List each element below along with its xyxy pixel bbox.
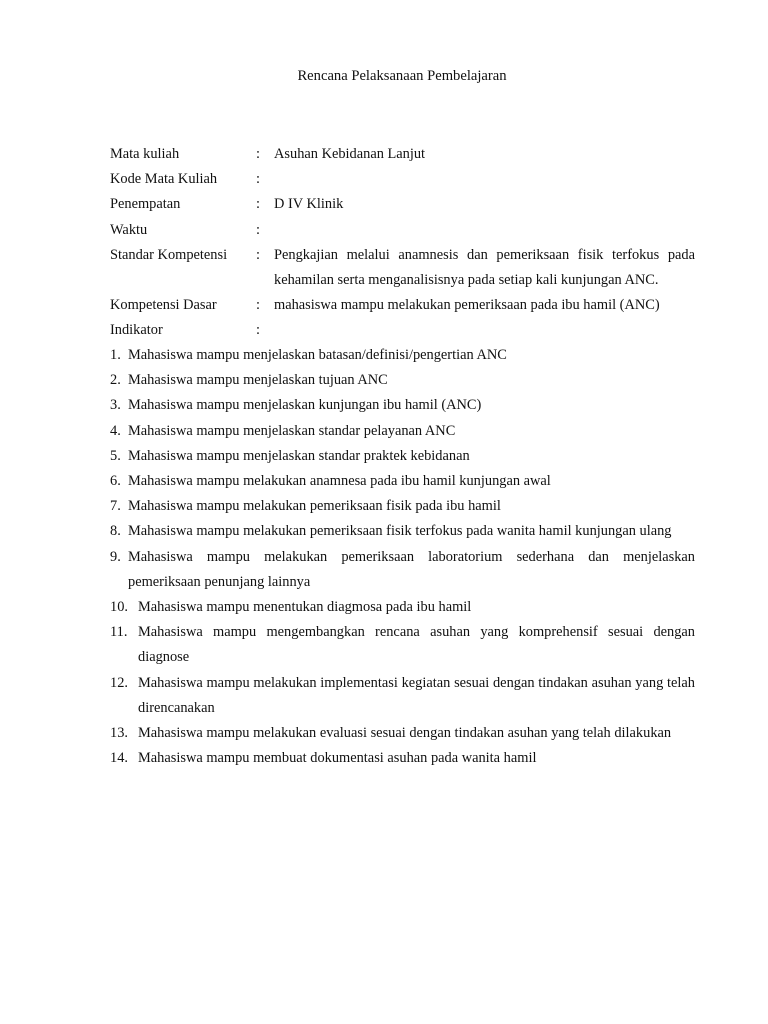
list-text: Mahasiswa mampu melakukan evaluasi sesuai dengan tindakan asuhan yang telah dilakukan bbox=[138, 725, 672, 742]
list-text: Mahasiswa mampu melakukan implementasi kegiatan sesuai dengan tindakan asuhan yang telah direncanakan bbox=[138, 674, 695, 716]
list-text: Mahasiswa mampu mengembangkan rencana asuhan yang komprehensif sesuai dengan diagnose bbox=[138, 624, 695, 666]
info-colon: : bbox=[256, 171, 260, 188]
info-value: D IV Klinik bbox=[274, 196, 344, 213]
info-label: Mata kuliah bbox=[110, 146, 180, 162]
list-item bbox=[110, 746, 695, 771]
list-text: Mahasiswa mampu menjelaskan batasan/definisi/pengertian ANC bbox=[128, 347, 507, 363]
info-value: mahasiswa mampu melakukan pemeriksaan pada ibu hamil (ANC) bbox=[274, 297, 660, 314]
info-row-penempatan bbox=[110, 192, 695, 217]
list-item bbox=[110, 343, 695, 368]
list-text: Mahasiswa mampu menjelaskan standar praktek kebidanan bbox=[128, 447, 470, 464]
info-colon: : bbox=[256, 146, 260, 162]
list-number: 5. bbox=[110, 447, 121, 464]
list-text: Mahasiswa mampu menjelaskan tujuan ANC bbox=[128, 372, 388, 389]
list-item bbox=[110, 494, 695, 519]
list-number: 13. bbox=[110, 725, 128, 742]
info-colon: : bbox=[256, 221, 260, 238]
info-value: Pengkajian melalui anamnesis dan pemeriksaan fisik terfokus pada kehamilan serta menganalisisnya pada setiap kali kunjungan ANC. bbox=[274, 246, 695, 289]
info-colon: : bbox=[256, 322, 260, 339]
info-colon: : bbox=[256, 297, 260, 314]
list-item bbox=[110, 671, 695, 721]
list-text: Mahasiswa mampu melakukan anamnesa pada ibu hamil kunjungan awal bbox=[128, 473, 551, 490]
info-value bbox=[274, 218, 695, 243]
list-item bbox=[110, 721, 695, 746]
list-text: Mahasiswa mampu menjelaskan kunjungan ibu hamil (ANC) bbox=[128, 397, 482, 414]
list-number: 8. bbox=[110, 523, 121, 540]
document-title: Rencana Pelaksanaan Pembelajaran bbox=[297, 68, 507, 84]
info-row-standar-kompetensi bbox=[110, 243, 695, 293]
info-value bbox=[274, 318, 695, 343]
info-value: Asuhan Kebidanan Lanjut bbox=[274, 146, 426, 162]
info-colon: : bbox=[256, 246, 260, 263]
indicator-list bbox=[110, 343, 695, 771]
list-item bbox=[110, 368, 695, 393]
list-number: 6. bbox=[110, 473, 121, 490]
info-label: Kode Mata Kuliah bbox=[110, 171, 218, 188]
list-text: Mahasiswa mampu menentukan diagmosa pada ibu hamil bbox=[138, 599, 472, 616]
list-item bbox=[110, 469, 695, 494]
list-number: 2. bbox=[110, 372, 121, 389]
list-text: Mahasiswa mampu melakukan pemeriksaan laboratorium sederhana dan menjelaskan pemeriksaan penunjang lainnya bbox=[128, 548, 695, 590]
list-text: Mahasiswa mampu melakukan pemeriksaan fisik pada ibu hamil bbox=[128, 498, 501, 515]
info-label: Indikator bbox=[110, 322, 163, 339]
list-number: 14. bbox=[110, 750, 128, 767]
list-item bbox=[110, 393, 695, 418]
info-label: Kompetensi Dasar bbox=[110, 297, 217, 314]
list-number: 12. bbox=[110, 674, 128, 691]
info-label: Waktu bbox=[110, 221, 148, 238]
list-item bbox=[110, 595, 695, 620]
list-number: 7. bbox=[110, 498, 121, 515]
list-number: 1. bbox=[110, 347, 121, 363]
list-number: 9. bbox=[110, 548, 121, 565]
list-number: 3. bbox=[110, 397, 121, 414]
info-row-indikator bbox=[110, 318, 695, 343]
info-colon: : bbox=[256, 196, 260, 213]
course-info bbox=[110, 142, 695, 344]
list-number: 10. bbox=[110, 599, 128, 616]
list-text: Mahasiswa mampu membuat dokumentasi asuhan pada wanita hamil bbox=[138, 750, 537, 767]
list-text: Mahasiswa mampu menjelaskan standar pelayanan ANC bbox=[128, 422, 456, 439]
list-item bbox=[110, 444, 695, 469]
info-row-kompetensi-dasar bbox=[110, 293, 695, 318]
info-row-mata-kuliah bbox=[110, 142, 695, 167]
list-item bbox=[110, 545, 695, 595]
list-item bbox=[110, 519, 695, 544]
info-row-kode-mata-kuliah bbox=[110, 167, 695, 192]
info-row-waktu bbox=[110, 218, 695, 243]
info-value bbox=[274, 167, 695, 192]
info-label: Penempatan bbox=[110, 196, 181, 213]
list-number: 4. bbox=[110, 422, 121, 439]
list-item bbox=[110, 419, 695, 444]
info-label: Standar Kompetensi bbox=[110, 246, 228, 263]
list-text: Mahasiswa mampu melakukan pemeriksaan fisik terfokus pada wanita hamil kunjungan ulang bbox=[128, 523, 672, 540]
list-item bbox=[110, 620, 695, 670]
list-number: 11. bbox=[110, 624, 128, 641]
